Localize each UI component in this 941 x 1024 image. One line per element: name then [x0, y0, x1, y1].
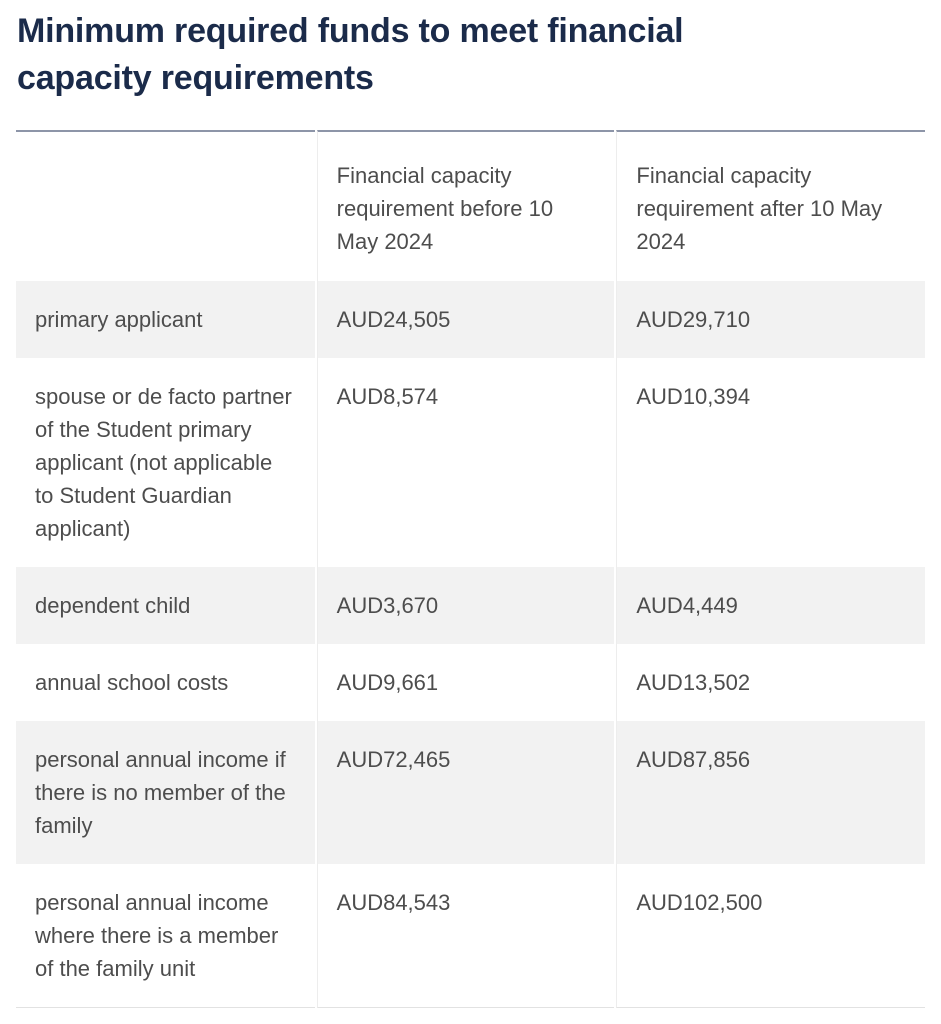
value-before: AUD24,505 — [317, 281, 615, 358]
row-label: primary applicant — [16, 281, 315, 358]
row-label: dependent child — [16, 567, 315, 644]
value-after: AUD87,856 — [616, 721, 925, 864]
table-row — [16, 567, 925, 644]
value-after: AUD4,449 — [616, 567, 925, 644]
financial-capacity-table — [14, 130, 927, 1008]
row-label: personal annual income where there is a member of the family unit — [16, 864, 315, 1008]
table-header-row — [16, 130, 925, 281]
value-before: AUD8,574 — [317, 358, 615, 567]
table-row — [16, 721, 925, 864]
table-row — [16, 281, 925, 358]
value-after: AUD10,394 — [616, 358, 925, 567]
table-row — [16, 358, 925, 567]
row-label: spouse or de facto partner of the Student primary applicant (not applicable to Student Guardian applicant) — [35, 384, 292, 541]
value-before: AUD9,661 — [317, 644, 615, 721]
table-row — [16, 644, 925, 721]
table-row — [16, 864, 925, 1008]
value-after: AUD13,502 — [616, 644, 925, 721]
value-before: AUD84,543 — [317, 864, 615, 1008]
column-header-empty — [16, 130, 315, 281]
value-after: AUD29,710 — [616, 281, 925, 358]
value-before: AUD3,670 — [317, 567, 615, 644]
value-after: AUD102,500 — [616, 864, 925, 1008]
column-header-after-10-may-2024: Financial capacity requirement after 10 May 2024 — [616, 130, 925, 281]
row-label: personal annual income if there is no member of the family — [16, 721, 315, 864]
page-title: Minimum required funds to meet financial capacity requirements — [17, 12, 684, 97]
value-before: AUD72,465 — [317, 721, 615, 864]
row-label: annual school costs — [35, 670, 229, 695]
column-header-before-10-may-2024: Financial capacity requirement before 10 May 2024 — [317, 130, 615, 281]
